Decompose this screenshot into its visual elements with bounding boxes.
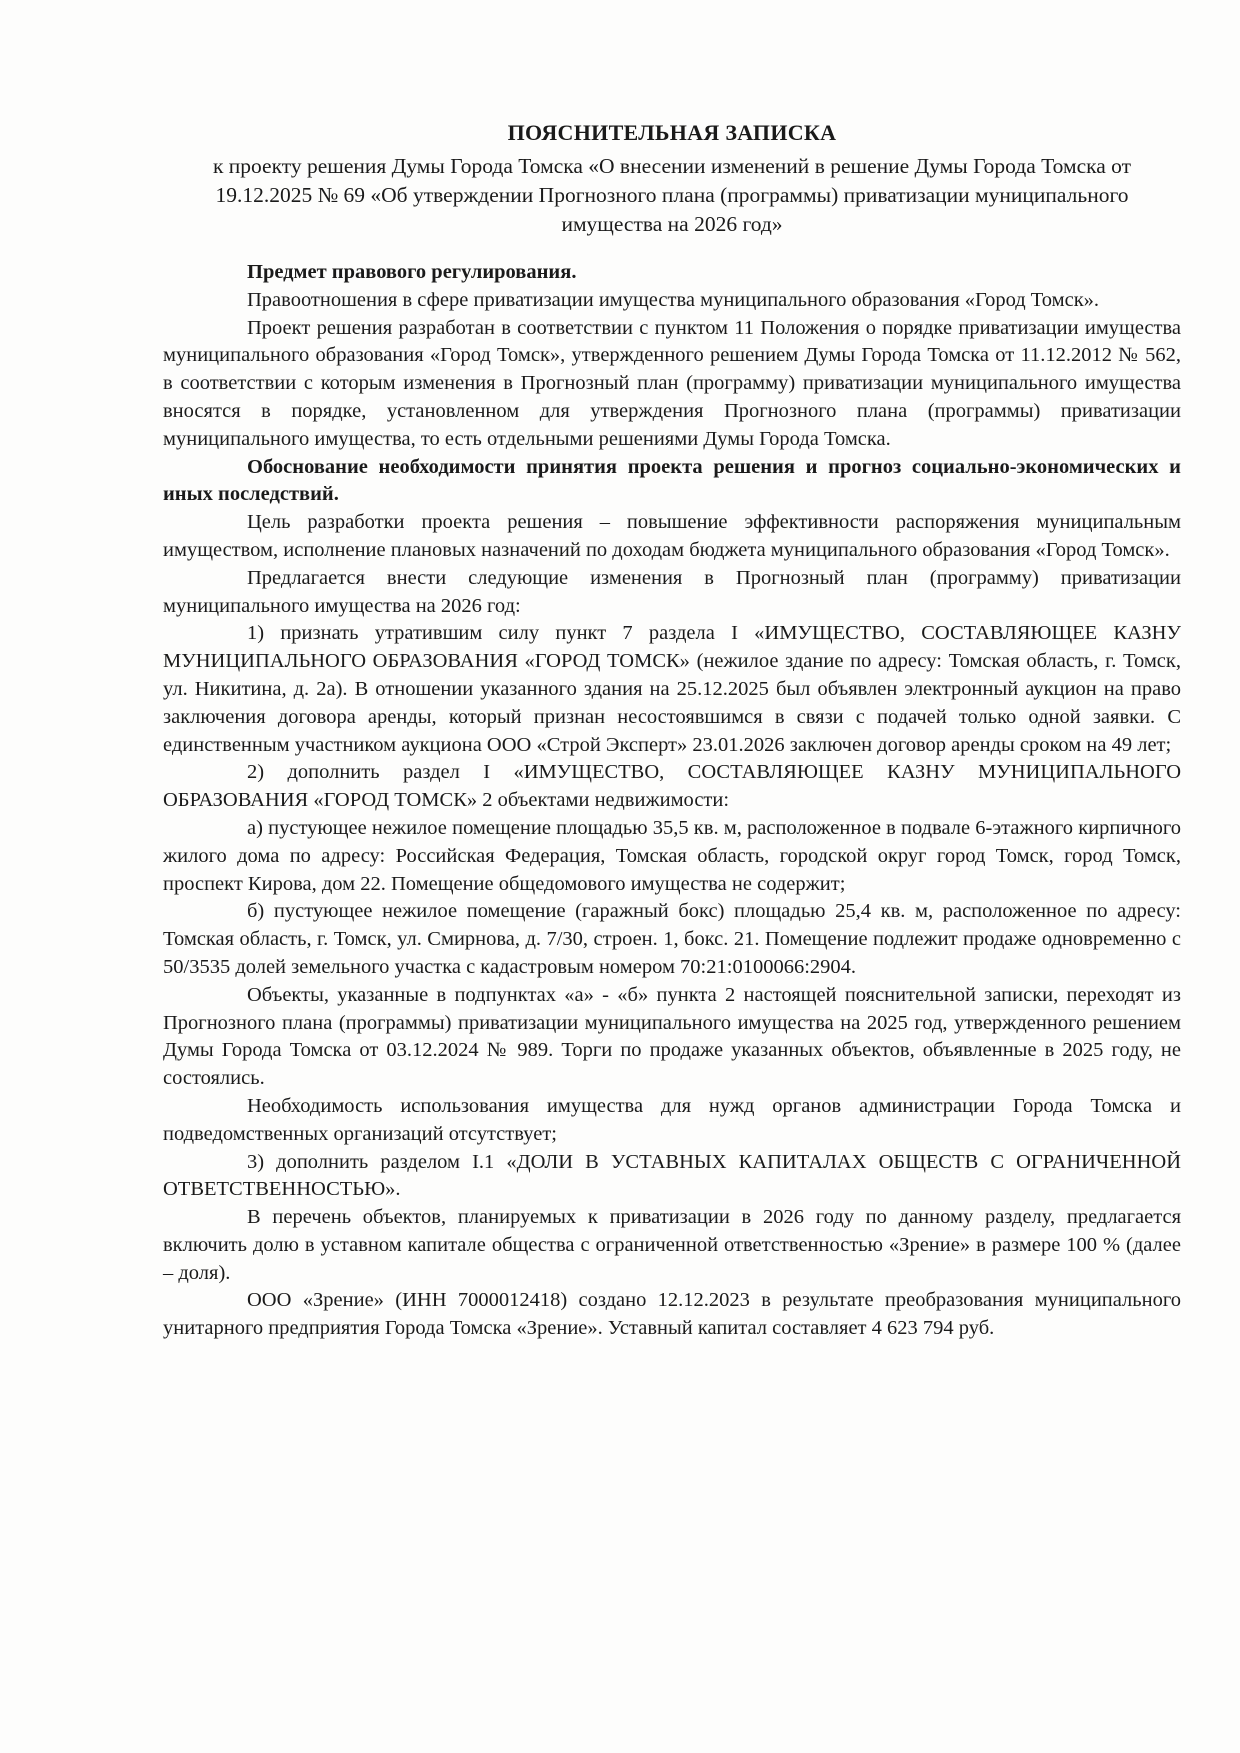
list-item: 2) дополнить раздел I «ИМУЩЕСТВО, СОСТАВЛЯЮЩЕЕ КАЗНУ МУНИЦИПАЛЬНОГО ОБРАЗОВАНИЯ «ГОРОД ТОМСК» 2 объектами недвижимости: [163, 761, 1181, 812]
heading-subject: Предмет правового регулирования. [247, 261, 577, 283]
document-body [163, 118, 1181, 1343]
sub-list-item: а) пустующее нежилое помещение площадью 35,5 кв. м, расположенное в подвале 6-этажного кирпичного жилого дома по адресу: Российская Федерация, Томская область, городской округ город Томск, город Томск, проспект Кирова, дом 22. Помещение общедомового имущества не содержит; [163, 816, 1181, 895]
document-title: ПОЯСНИТЕЛЬНАЯ ЗАПИСКА [507, 120, 837, 145]
paragraph: Проект решения разработан в соответствии с пунктом 11 Положения о порядке приватизации имущества муниципального образования «Город Томск», утвержденного решением Думы Города Томска от 11.12.2012 № 562, в соответствии с которым изменения в Прогнозный план (программу) приватизации муниципального имущества вносятся в порядке, установленном для утверждения Прогнозного плана (программы) приватизации муниципального имущества, то есть отдельными решениями Думы Города Томска. [163, 316, 1181, 450]
paragraph: Цель разработки проекта решения – повышение эффективности распоряжения муниципальным имуществом, исполнение плановых назначений по доходам бюджета муниципального образования «Город Томск». [163, 511, 1181, 561]
list-item: 3) дополнить разделом I.1 «ДОЛИ В УСТАВНЫХ КАПИТАЛАХ ОБЩЕСТВ С ОГРАНИЧЕННОЙ ОТВЕТСТВЕННОСТЬЮ». [163, 1150, 1181, 1201]
list-item: 1) признать утратившим силу пункт 7 раздела I «ИМУЩЕСТВО, СОСТАВЛЯЮЩЕЕ КАЗНУ МУНИЦИПАЛЬНОГО ОБРАЗОВАНИЯ «ГОРОД ТОМСК» (нежилое здание по адресу: Томская область, г. Томск, ул. Никитина, д. 2а). В отношении указанного здания на 25.12.2025 был объявлен электронный аукцион на право заключения договора аренды, который признан несостоявшимся в связи с подачей только одной заявки. С единственным участником аукциона ООО «Строй Эксперт» 23.01.2026 заключен договор аренды сроком на 49 лет; [163, 622, 1181, 756]
paragraph: Предлагается внести следующие изменения в Прогнозный план (программу) приватизации муниципального имущества на 2026 год: [163, 566, 1181, 617]
document-subtitle: к проекту решения Думы Города Томска «О внесении изменений в решение Думы Города Томска от 19.12.2025 № 69 «Об утверждении Прогнозного плана (программы) приватизации муниципального имущества на 2026 год» [212, 154, 1132, 236]
paragraph: Объекты, указанные в подпунктах «а» - «б» пункта 2 настоящей пояснительной записки, переходят из Прогнозного плана (программы) приватизации муниципального имущества на 2025 год, утвержденного решением Думы Города Томска от 03.12.2024 № 989. Торги по продаже указанных объектов, объявленные в 2025 году, не состоялись. [163, 983, 1181, 1090]
heading-justification: Обоснование необходимости принятия проекта решения и прогноз социально-экономических и иных последствий. [163, 455, 1181, 506]
paragraph: ООО «Зрение» (ИНН 7000012418) создано 12.12.2023 в результате преобразования муниципального унитарного предприятия Города Томска «Зрение». Уставный капитал составляет 4 623 794 руб. [163, 1289, 1181, 1340]
sub-list-item: б) пустующее нежилое помещение (гаражный бокс) площадью 25,4 кв. м, расположенное по адресу: Томская область, г. Томск, ул. Смирнова, д. 7/30, строен. 1, бокс. 21. Помещение подлежит продаже одновременно с 50/3535 долей земельного участка с кадастровым номером 70:21:0100066:2904. [163, 900, 1181, 978]
paragraph: Необходимость использования имущества для нужд органов администрации Города Томска и подведомственных организаций отсутствует; [163, 1094, 1181, 1145]
paragraph: Правоотношения в сфере приватизации имущества муниципального образования «Город Томск». [247, 288, 1100, 311]
paragraph: В перечень объектов, планируемых к приватизации в 2026 году по данному разделу, предлагается включить долю в уставном капитале общества с ограниченной ответственностью «Зрение» в размере 100 % (далее – доля). [163, 1206, 1181, 1284]
